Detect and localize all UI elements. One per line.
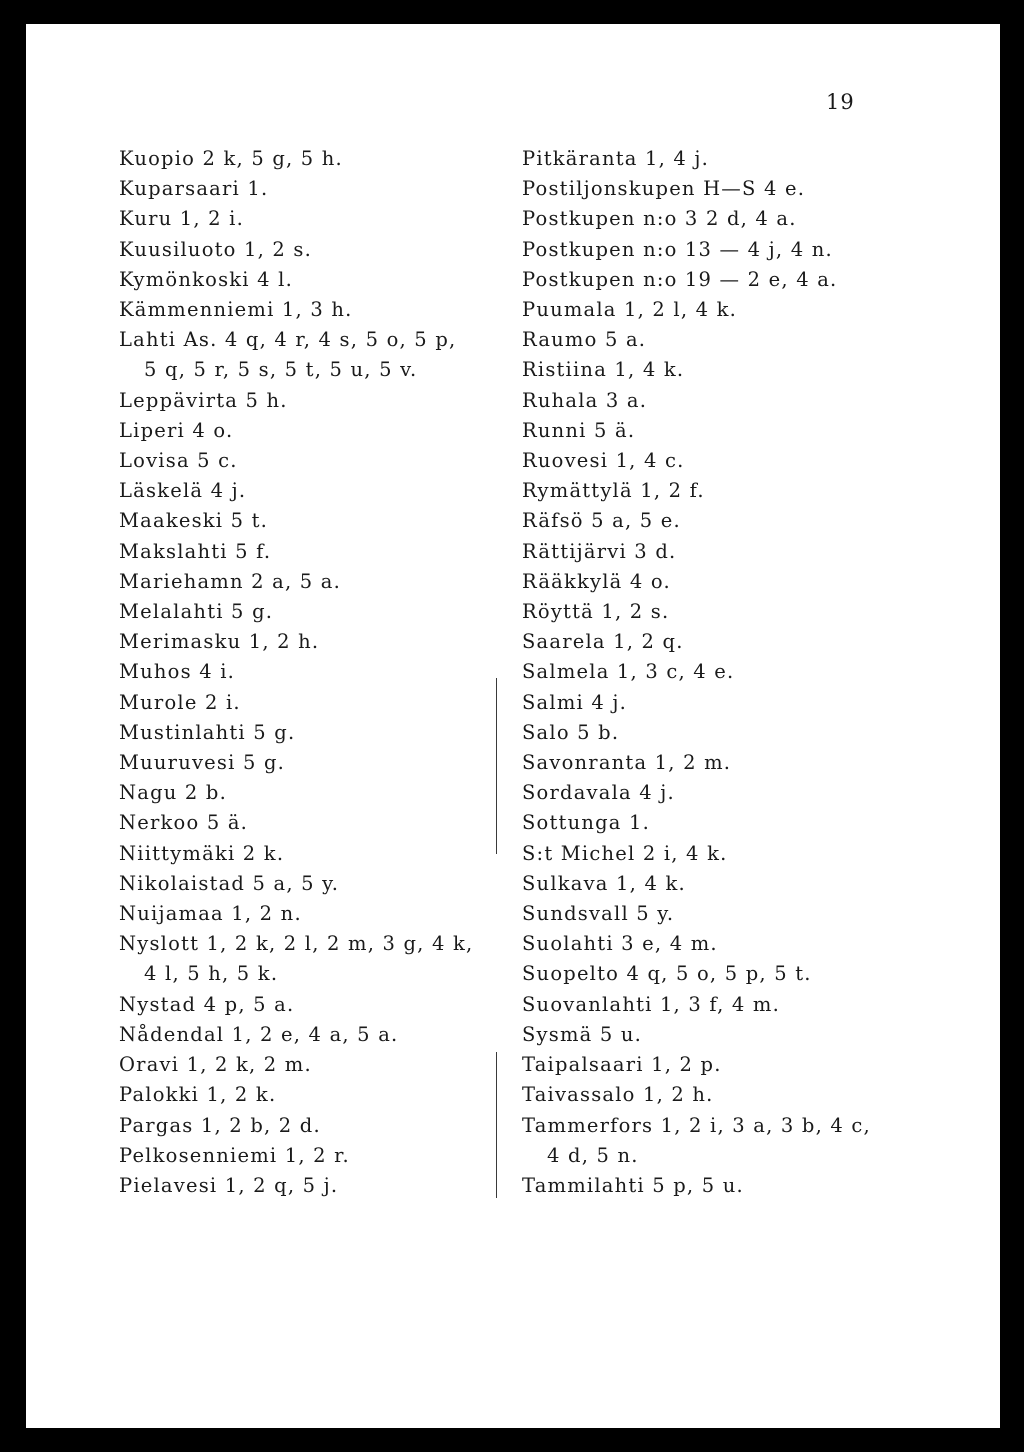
index-entry: Lovisa 5 c.	[119, 449, 238, 473]
index-entry: Ruhala 3 a.	[522, 388, 648, 412]
index-entry: Murole 2 i.	[119, 690, 241, 714]
index-entry: Raumo 5 a.	[522, 328, 647, 352]
index-entry: Mariehamn 2 a, 5 a.	[119, 569, 341, 593]
index-entry: Suovanlahti 1, 3 f, 4 m.	[522, 992, 780, 1016]
index-entry: Muuruvesi 5 g.	[119, 751, 286, 775]
index-entry-continuation: 4 d, 5 n.	[547, 1143, 639, 1167]
index-entry: Kämmenniemi 1, 3 h.	[119, 298, 353, 322]
index-column-right	[522, 144, 932, 1201]
index-entry: Röyttä 1, 2 s.	[522, 600, 670, 624]
index-entry: Mustinlahti 5 g.	[119, 720, 296, 744]
index-entry: Ruovesi 1, 4 c.	[522, 449, 685, 473]
index-entry: Rättijärvi 3 d.	[522, 539, 677, 563]
index-entry: Palokki 1, 2 k.	[119, 1083, 277, 1107]
index-entry: Liperi 4 o.	[119, 418, 234, 442]
page-number: 19	[826, 90, 855, 114]
index-entry: Pielavesi 1, 2 q, 5 j.	[119, 1173, 339, 1197]
index-entry: Taipalsaari 1, 2 p.	[522, 1053, 722, 1077]
index-entry: Postkupen n:o 19 — 2 e, 4 a.	[522, 267, 838, 291]
index-entry: Suopelto 4 q, 5 o, 5 p, 5 t.	[522, 962, 812, 986]
index-entry: Leppävirta 5 h.	[119, 388, 288, 412]
index-entry: Sysmä 5 u.	[522, 1022, 643, 1046]
index-entry: Nyslott 1, 2 k, 2 l, 2 m, 3 g, 4 k,	[119, 932, 474, 956]
index-column-left	[119, 144, 514, 1201]
index-entry: Makslahti 5 f.	[119, 539, 272, 563]
index-entry: Taivassalo 1, 2 h.	[522, 1083, 714, 1107]
index-entry: Nuijamaa 1, 2 n.	[119, 902, 302, 926]
index-entry: Postkupen n:o 13 — 4 j, 4 n.	[522, 237, 833, 261]
index-entry: Sulkava 1, 4 k.	[522, 871, 686, 895]
index-entry: Saarela 1, 2 q.	[522, 630, 684, 654]
index-entry: Maakeski 5 t.	[119, 509, 269, 533]
index-entry: Kuparsaari 1.	[119, 177, 269, 201]
column-divider	[496, 1052, 497, 1198]
index-entry: Tammerfors 1, 2 i, 3 a, 3 b, 4 c,	[522, 1113, 871, 1137]
index-entry: Suolahti 3 e, 4 m.	[522, 932, 718, 956]
index-entry: Lahti As. 4 q, 4 r, 4 s, 5 o, 5 p,	[119, 328, 457, 352]
index-entry: Pargas 1, 2 b, 2 d.	[119, 1113, 321, 1137]
index-entry-continuation: 4 l, 5 h, 5 k.	[144, 962, 279, 986]
index-entry: Postkupen n:o 3 2 d, 4 a.	[522, 207, 797, 231]
index-entry: Oravi 1, 2 k, 2 m.	[119, 1053, 312, 1077]
index-entry: S:t Michel 2 i, 4 k.	[522, 841, 728, 865]
index-entry: Tammilahti 5 p, 5 u.	[522, 1173, 744, 1197]
index-entry: Sottunga 1.	[522, 811, 651, 835]
index-entry: Salo 5 b.	[522, 720, 620, 744]
index-entry: Kuru 1, 2 i.	[119, 207, 245, 231]
index-entry: Merimasku 1, 2 h.	[119, 630, 320, 654]
index-entry: Puumala 1, 2 l, 4 k.	[522, 298, 738, 322]
index-entry: Rääkkylä 4 o.	[522, 569, 671, 593]
index-entry: Muhos 4 i.	[119, 660, 236, 684]
index-entry: Pitkäranta 1, 4 j.	[522, 147, 710, 170]
index-entry: Nerkoo 5 ä.	[119, 811, 249, 835]
index-entry: Kymönkoski 4 l.	[119, 267, 293, 291]
index-entry: Nikolaistad 5 a, 5 y.	[119, 871, 340, 895]
column-divider	[496, 678, 497, 854]
document-page	[26, 24, 1000, 1428]
index-entry: Nystad 4 p, 5 a.	[119, 992, 295, 1016]
index-entry: Ristiina 1, 4 k.	[522, 358, 685, 382]
index-entry: Kuusiluoto 1, 2 s.	[119, 237, 313, 261]
index-entry: Sundsvall 5 y.	[522, 902, 675, 926]
index-entry: Salmela 1, 3 c, 4 e.	[522, 660, 735, 684]
index-entry: Läskelä 4 j.	[119, 479, 247, 503]
index-entry: Sordavala 4 j.	[522, 781, 675, 805]
index-entry: Nagu 2 b.	[119, 781, 228, 805]
index-entry: Runni 5 ä.	[522, 418, 636, 442]
index-entry: Savonranta 1, 2 m.	[522, 751, 732, 775]
index-entry: Postiljonskupen H—S 4 e.	[522, 177, 806, 201]
index-entry-continuation: 5 q, 5 r, 5 s, 5 t, 5 u, 5 v.	[144, 358, 418, 382]
index-entry: Kuopio 2 k, 5 g, 5 h.	[119, 147, 343, 170]
index-entry: Melalahti 5 g.	[119, 600, 274, 624]
index-entry: Räfsö 5 a, 5 e.	[522, 509, 681, 533]
index-entry: Nådendal 1, 2 e, 4 a, 5 a.	[119, 1022, 399, 1046]
index-entry: Salmi 4 j.	[522, 690, 627, 714]
index-entry: Pelkosenniemi 1, 2 r.	[119, 1143, 350, 1167]
index-entry: Rymättylä 1, 2 f.	[522, 479, 705, 503]
index-entry: Niittymäki 2 k.	[119, 841, 285, 865]
